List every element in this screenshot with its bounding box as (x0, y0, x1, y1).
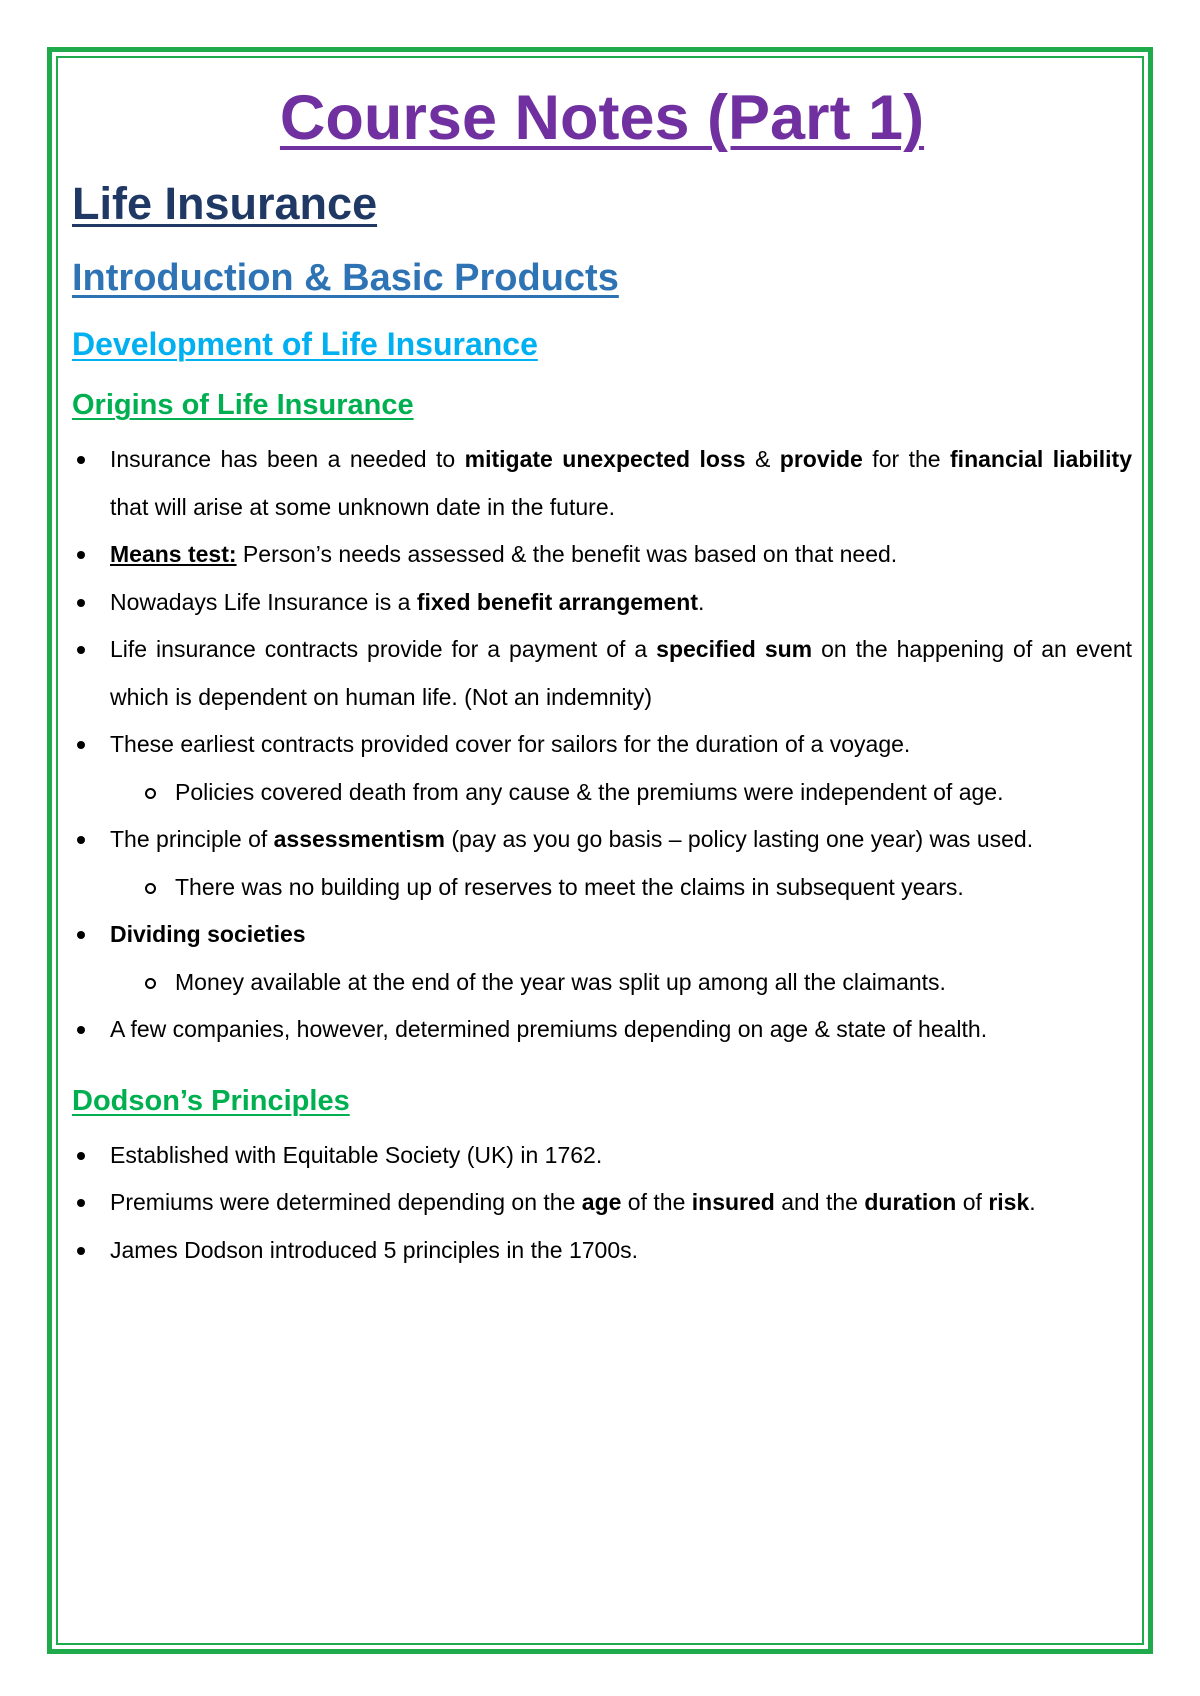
dodson-list (72, 1132, 1132, 1275)
list-item: Means test: Person’s needs assessed & the benefit was based on that need. (72, 531, 1132, 579)
sub-list-item: Money available at the end of the year was split up among all the claimants. (72, 959, 1132, 1007)
sub-list-item: Policies covered death from any cause & the premiums were independent of age. (72, 769, 1132, 817)
heading-introduction: Introduction & Basic Products (72, 257, 619, 299)
list-item: These earliest contracts provided cover for sailors for the duration of a voyage. (72, 721, 1132, 769)
origins-list (72, 436, 1132, 1054)
heading-development: Development of Life Insurance (72, 326, 538, 362)
list-item: The principle of assessmentism (pay as you go basis – policy lasting one year) was used. (72, 816, 1132, 864)
sub-list-item: There was no building up of reserves to meet the claims in subsequent years. (72, 864, 1132, 912)
document-title: Course Notes (Part 1) (279, 83, 925, 153)
heading-life-insurance: Life Insurance (72, 178, 378, 229)
list-item: Dividing societies (72, 911, 1132, 959)
heading-origins: Origins of Life Insurance (72, 389, 414, 421)
list-item: A few companies, however, determined premiums depending on age & state of health. (72, 1006, 1132, 1054)
list-item: Life insurance contracts provide for a payment of a specified sum on the happening of an event which is dependent on human life. (Not an indemnity) (72, 626, 1132, 721)
list-item: Premiums were determined depending on the age of the insured and the duration of risk. (72, 1179, 1132, 1227)
list-item: Established with Equitable Society (UK) in 1762. (72, 1132, 1132, 1180)
heading-dodsons-principles: Dodson’s Principles (72, 1084, 350, 1117)
list-item: James Dodson introduced 5 principles in the 1700s. (72, 1227, 1132, 1275)
list-item: Nowadays Life Insurance is a fixed benefit arrangement. (72, 579, 1132, 627)
document-content (72, 74, 1132, 1274)
list-item: Insurance has been a needed to mitigate unexpected loss & provide for the financial liability that will arise at some unknown date in the future. (72, 436, 1132, 531)
